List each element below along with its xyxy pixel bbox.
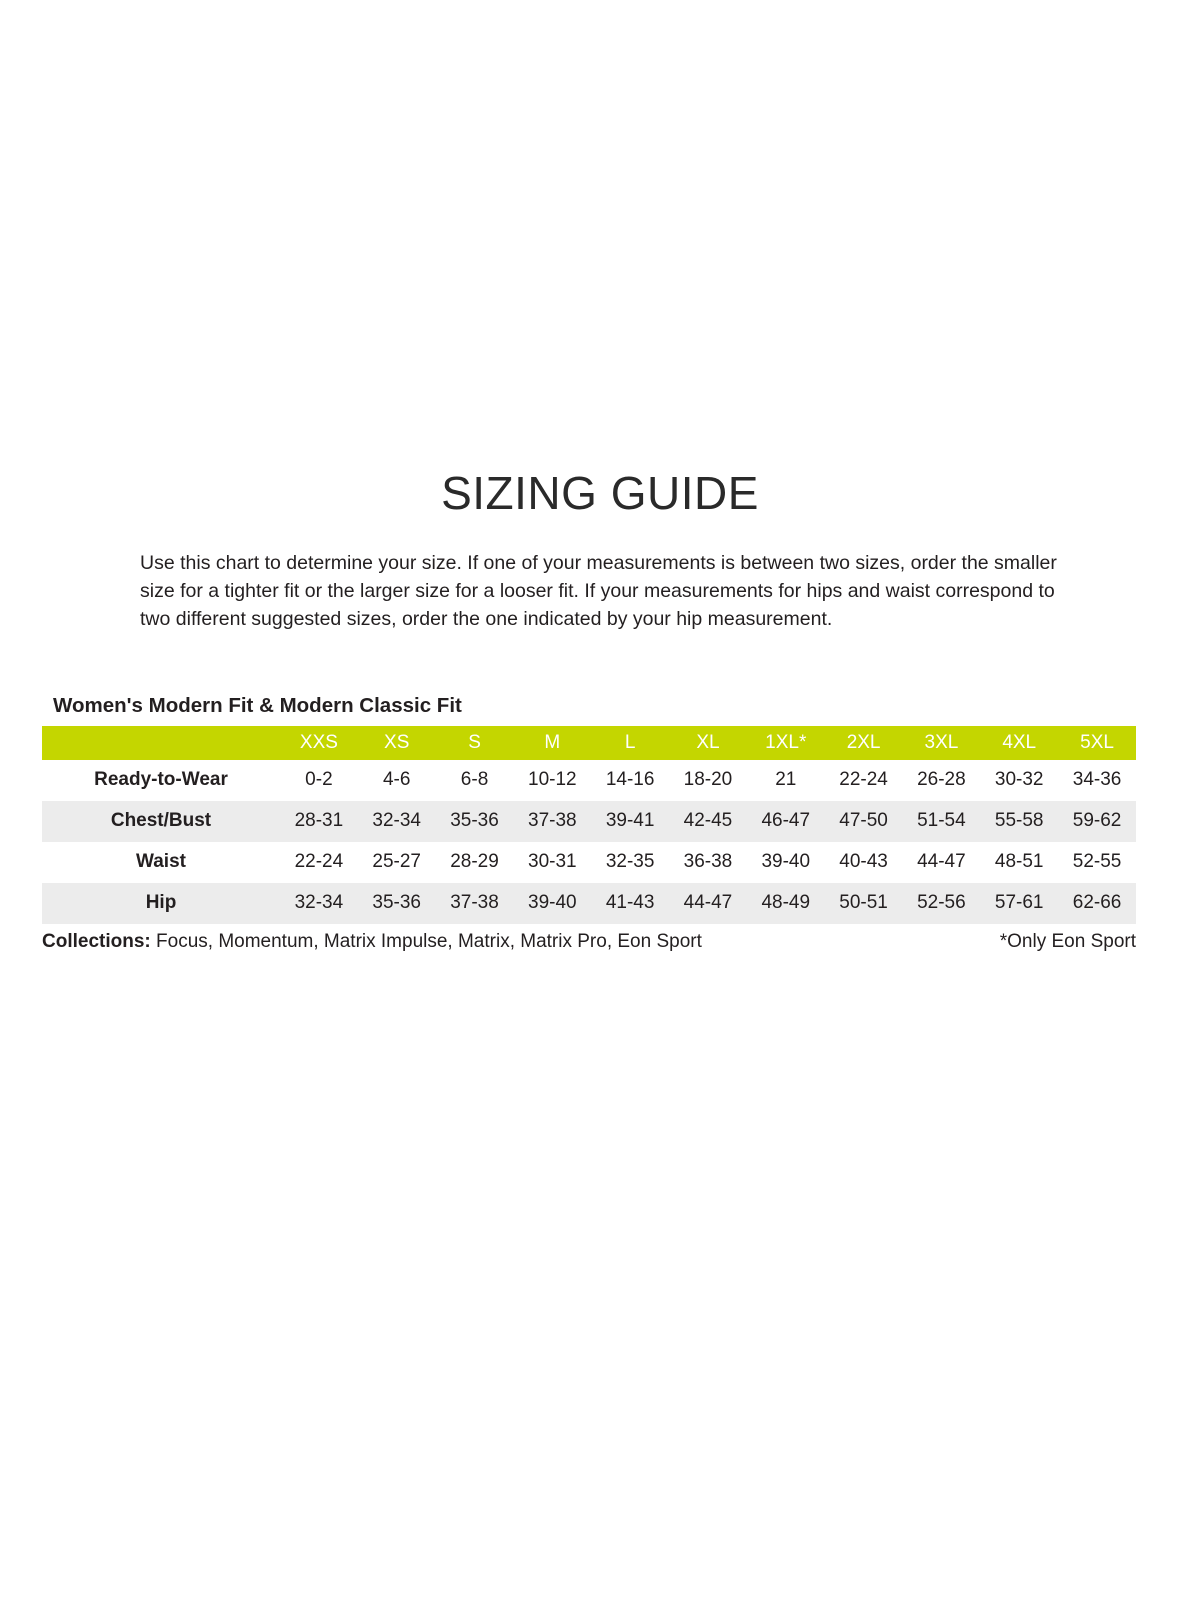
size-column-header: 5XL [1080,731,1114,753]
size-value-cell: 35-36 [450,810,499,832]
size-value-cell: 14-16 [605,769,655,791]
size-value-cell: 22-24 [839,769,888,791]
page-title: SIZING GUIDE [441,467,759,519]
table-footer [42,931,1136,953]
size-value-cell: 21 [775,769,797,791]
section-title: Women's Modern Fit & Modern Classic Fit [53,693,462,717]
size-value-cell: 42-45 [683,810,733,832]
collections-note [42,931,702,953]
row-label: Ready-to-Wear [94,769,228,791]
size-value-cell: 48-49 [761,892,811,914]
size-value-cell: 59-62 [1072,810,1122,832]
size-value-cell: 41-43 [605,892,655,914]
intro-text: Use this chart to determine your size. If one of your measurements is between two sizes, order the smaller size for a tighter fit or the larger size for a looser fit. If your measurements for hips and waist correspond to two different suggested sizes, order the one indicated by your hip measurement. [140,552,1057,630]
size-value-cell: 36-38 [683,851,733,873]
row-label: Hip [145,892,177,914]
collections-list: Focus, Momentum, Matrix Impulse, Matrix, Matrix Pro, Eon Sport [156,930,702,952]
size-value-cell: 62-66 [1072,892,1122,914]
size-value-cell: 52-55 [1072,851,1122,873]
size-header-row [42,726,1136,760]
size-value-cell: 18-20 [683,769,733,791]
size-column-header: XXS [299,731,338,753]
size-value-cell: 4-6 [382,769,411,791]
size-column-header: XL [696,731,720,753]
row-label: Waist [136,851,186,873]
size-column-header: S [468,731,481,753]
size-value-cell: 32-35 [605,851,655,873]
size-value-cell: 39-40 [528,892,577,914]
size-value-cell: 28-29 [450,851,499,873]
size-value-cell: 44-47 [917,851,966,873]
size-value-cell: 44-47 [683,892,733,914]
size-value-cell: 35-36 [372,892,422,914]
size-value-cell: 52-56 [917,892,966,914]
size-value-cell: 48-51 [994,851,1044,873]
size-value-cell: 39-40 [761,851,811,873]
table-row [42,842,1136,883]
size-value-cell: 34-36 [1072,769,1122,791]
size-value-cell: 50-51 [839,892,888,914]
size-value-cell: 40-43 [839,851,888,873]
size-column-header: M [544,731,561,753]
corner-cell [42,726,280,760]
size-value-cell: 47-50 [839,810,888,832]
size-value-cell: 32-34 [294,892,344,914]
table-row [42,760,1136,801]
size-column-header: 3XL [924,731,959,753]
size-value-cell: 46-47 [761,810,811,832]
sizing-table [42,726,1136,924]
size-value-cell: 57-61 [994,892,1044,914]
size-value-cell: 32-34 [372,810,422,832]
size-value-cell: 55-58 [994,810,1044,832]
size-value-cell: 6-8 [460,769,489,791]
row-label: Chest/Bust [110,810,212,832]
size-column-header: XS [384,731,410,753]
size-column-header: 2XL [846,731,881,753]
asterisk-note: *Only Eon Sport [999,930,1136,952]
table-row [42,801,1136,842]
womens-sizing-section [42,694,1136,953]
collections-label: Collections: [42,930,151,952]
size-column-header: 4XL [1002,731,1037,753]
size-value-cell: 25-27 [372,851,422,873]
table-row [42,883,1136,924]
size-value-cell: 51-54 [917,810,966,832]
size-value-cell: 37-38 [450,892,499,914]
size-value-cell: 26-28 [917,769,966,791]
size-column-header: L [624,731,636,753]
size-value-cell: 37-38 [528,810,577,832]
size-value-cell: 39-41 [605,810,655,832]
size-column-header: 1XL* [765,731,807,753]
size-value-cell: 0-2 [305,769,333,791]
size-value-cell: 22-24 [294,851,344,873]
size-value-cell: 30-31 [528,851,577,873]
size-value-cell: 10-12 [528,769,577,791]
size-value-cell: 30-32 [994,769,1044,791]
size-value-cell: 28-31 [294,810,344,832]
